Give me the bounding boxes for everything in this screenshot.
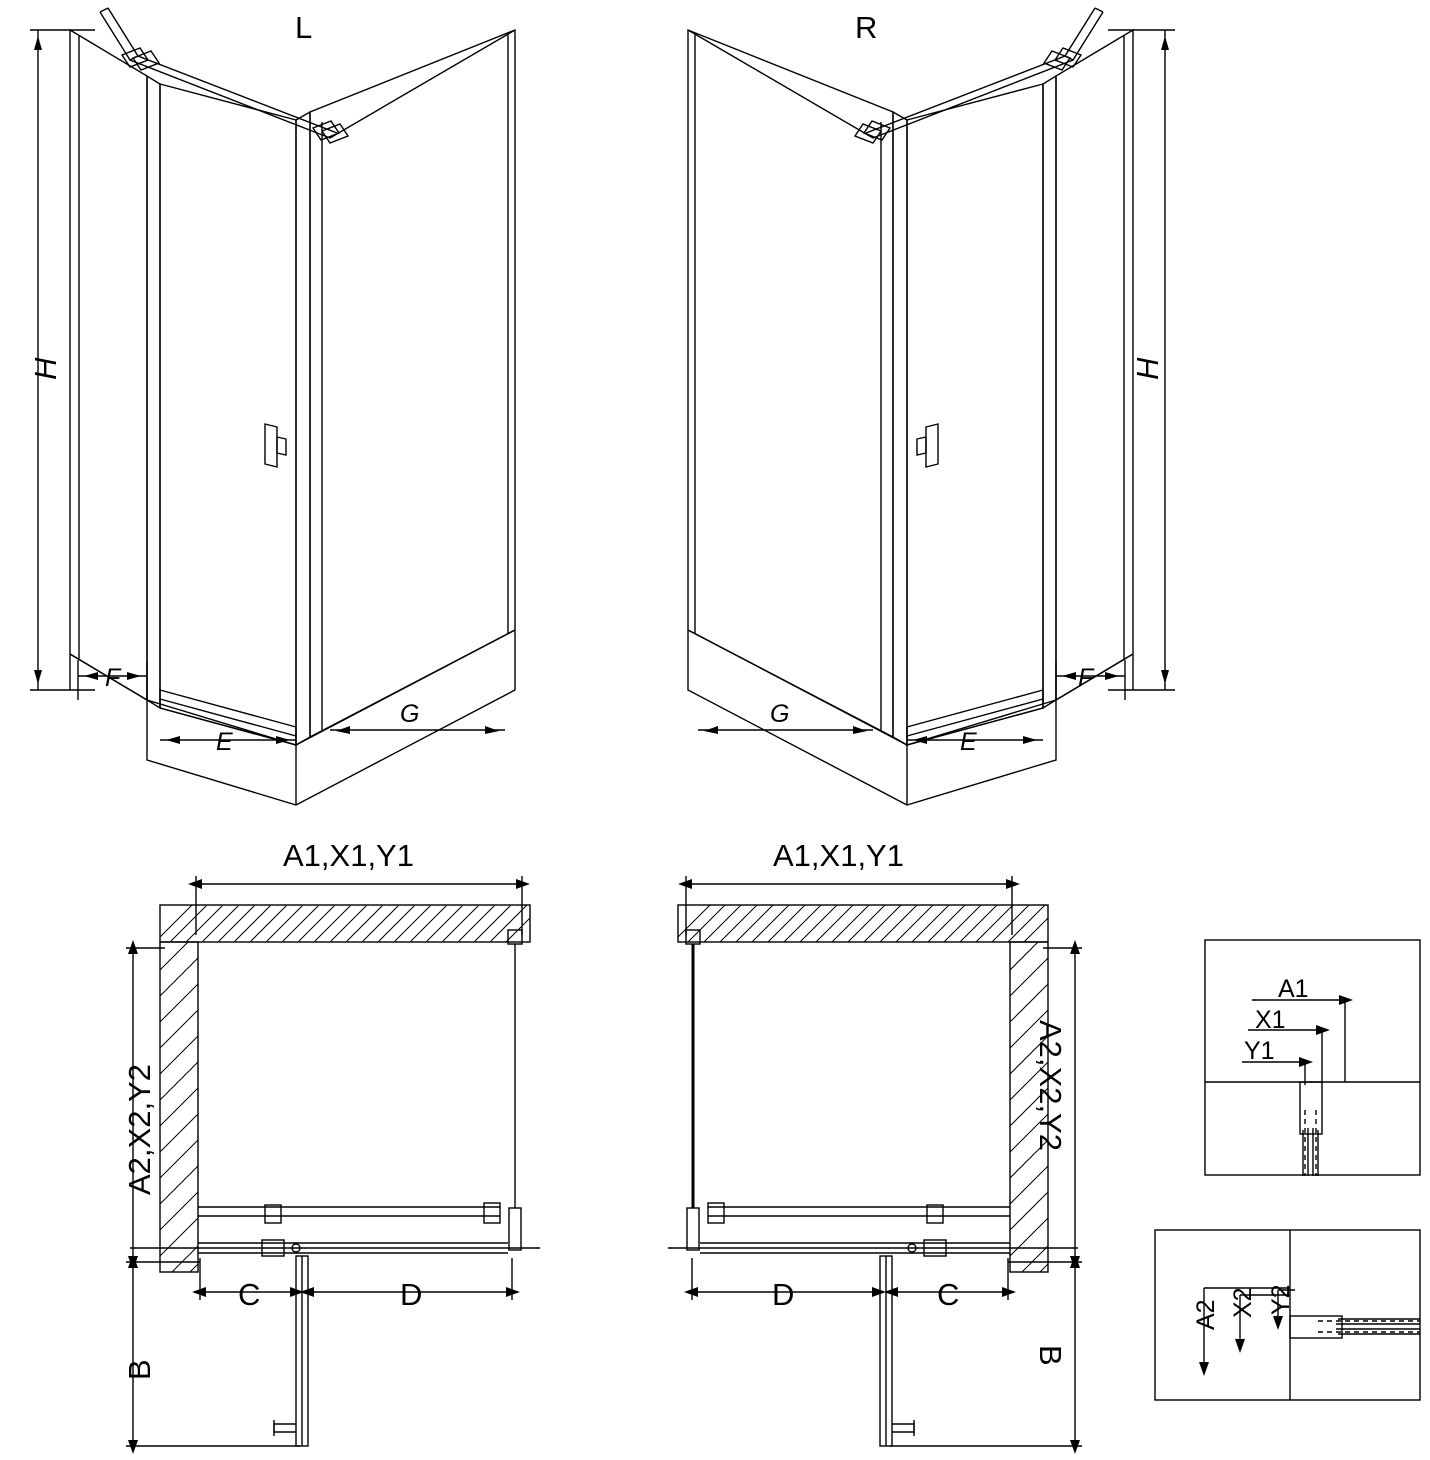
plan-right-swing-dim-label: B <box>1033 1345 1068 1366</box>
plan-left-top-dim-label: A1,X1,Y1 <box>283 838 414 873</box>
view-title-right: R <box>855 10 878 45</box>
iso-right-fixed-panel-label: G <box>770 700 790 728</box>
iso-view-left <box>30 8 515 805</box>
iso-left-height-label: H <box>28 357 63 380</box>
iso-right-side-panel-label: F <box>1078 664 1094 692</box>
detail-bottom-y2-label: Y2 <box>1267 1284 1295 1315</box>
plan-left-segment-d-label: D <box>400 1277 423 1312</box>
plan-left-segment-c-label: C <box>238 1277 261 1312</box>
plan-right-segment-c-label: C <box>937 1277 960 1312</box>
plan-right-top-dim-label: A1,X1,Y1 <box>773 838 904 873</box>
plan-right-segment-d-label: D <box>772 1277 795 1312</box>
plan-left-swing-dim-label: B <box>122 1359 157 1380</box>
view-title-left: L <box>295 10 313 45</box>
detail-top <box>1205 940 1420 1176</box>
plan-right-side-dim-label: A2,X2,Y2 <box>1033 1020 1068 1151</box>
detail-top-y1-label: Y1 <box>1244 1037 1275 1065</box>
iso-left-door-label: E <box>216 728 233 756</box>
iso-right-height-label: H <box>1130 357 1165 380</box>
detail-top-x1-label: X1 <box>1255 1006 1286 1034</box>
detail-bottom-a2-label: A2 <box>1192 1299 1220 1330</box>
iso-right-door-label: E <box>960 728 977 756</box>
plan-view-right <box>668 876 1082 1454</box>
iso-left-fixed-panel-label: G <box>400 700 420 728</box>
detail-bottom-x2-label: X2 <box>1229 1287 1257 1318</box>
iso-left-side-panel-label: F <box>105 664 121 692</box>
iso-view-right <box>688 8 1175 805</box>
plan-view-left <box>126 876 540 1454</box>
detail-top-a1-label: A1 <box>1278 975 1309 1003</box>
plan-left-side-dim-label: A2,X2,Y2 <box>122 1064 157 1195</box>
